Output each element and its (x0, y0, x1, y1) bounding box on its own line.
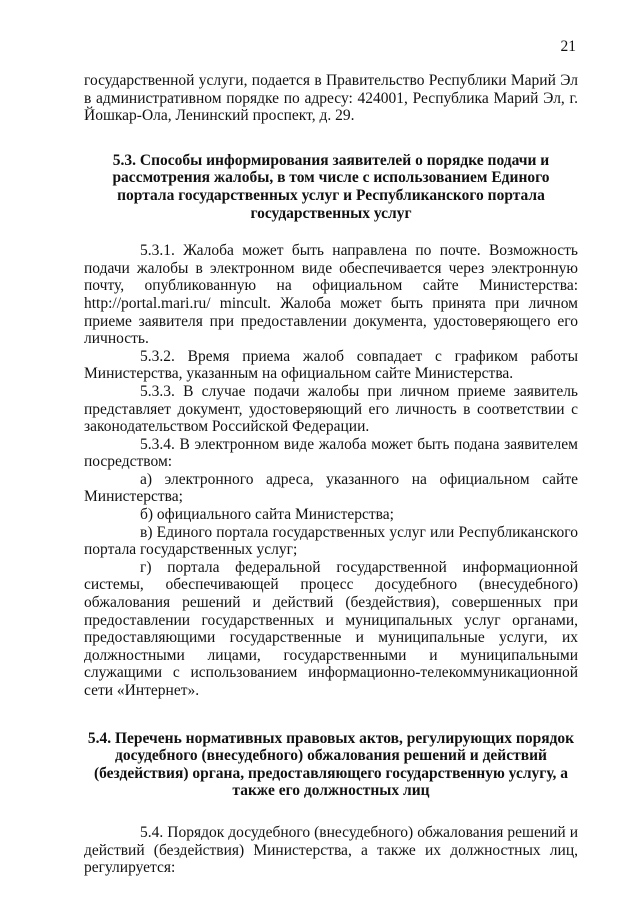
section-5-4-heading: 5.4. Перечень нормативных правовых актов, регулирующих порядок досудебного (внесудебного) обжалования решений и действий (бездействия) органа, предоставляющего государственную услугу, а также его должностных лиц (87, 729, 575, 800)
paragraph-5-3-1: 5.3.1. Жалоба может быть направлена по почте. Возможность подачи жалобы в электронном виде обеспечивается через электронную почту, опубликованную на официальном сайте Министерства: http://portal.mari.ru/ mincult. Жалоба может быть принята при личном приеме заявителя при предоставлении документа, удостоверяющего его личность. (84, 242, 578, 348)
list-item-g: г) портала федеральной государственной информационной системы, обеспечивающей процесс досудебного (внесудебного) обжалования решений и действий (бездействия), совершенных при предоставлении государственных и муниципальных услуг органами, предоставляющими государственные и муниципальные услуги, их должностными лицами, государственными и муниципальными служащими с использованием информационно-телекоммуникационной сети «Интернет». (84, 558, 578, 699)
paragraph-5-3-2: 5.3.2. Время приема жалоб совпадает с графиком работы Министерства, указанным на официальном сайте Министерства. (84, 347, 578, 383)
section-5-3-heading: 5.3. Способы информирования заявителей о порядке подачи и рассмотрения жалобы, в том числе с использованием Единого портала государственных услуг и Республиканского портала государственных услуг (112, 151, 550, 222)
list-item-b: б) официального сайта Министерства; (140, 506, 394, 524)
paragraph-5-4: 5.4. Порядок досудебного (внесудебного) обжалования решений и действий (бездействия) Министерства, а также их должностных лиц, регулируется: (84, 823, 578, 877)
page-number: 21 (560, 38, 576, 55)
paragraph-5-3-3: 5.3.3. В случае подачи жалобы при личном приеме заявитель представляет документ, удостоверяющий его личность в соответствии с законодательством Российской Федерации. (84, 382, 578, 436)
paragraph-5-3-4: 5.3.4. В электронном виде жалоба может быть подана заявителем посредством: (84, 435, 578, 471)
list-item-v: в) Единого портала государственных услуг или Республиканского портала государственных услуг; (84, 523, 578, 559)
intro-paragraph: государственной услуги, подается в Правительство Республики Марий Эл в административном порядке по адресу: 424001, Республика Марий Эл, г. Йошкар-Ола, Ленинский проспект, д. 29. (84, 72, 578, 125)
list-item-a: а) электронного адреса, указанного на официальном сайте Министерства; (84, 470, 578, 506)
